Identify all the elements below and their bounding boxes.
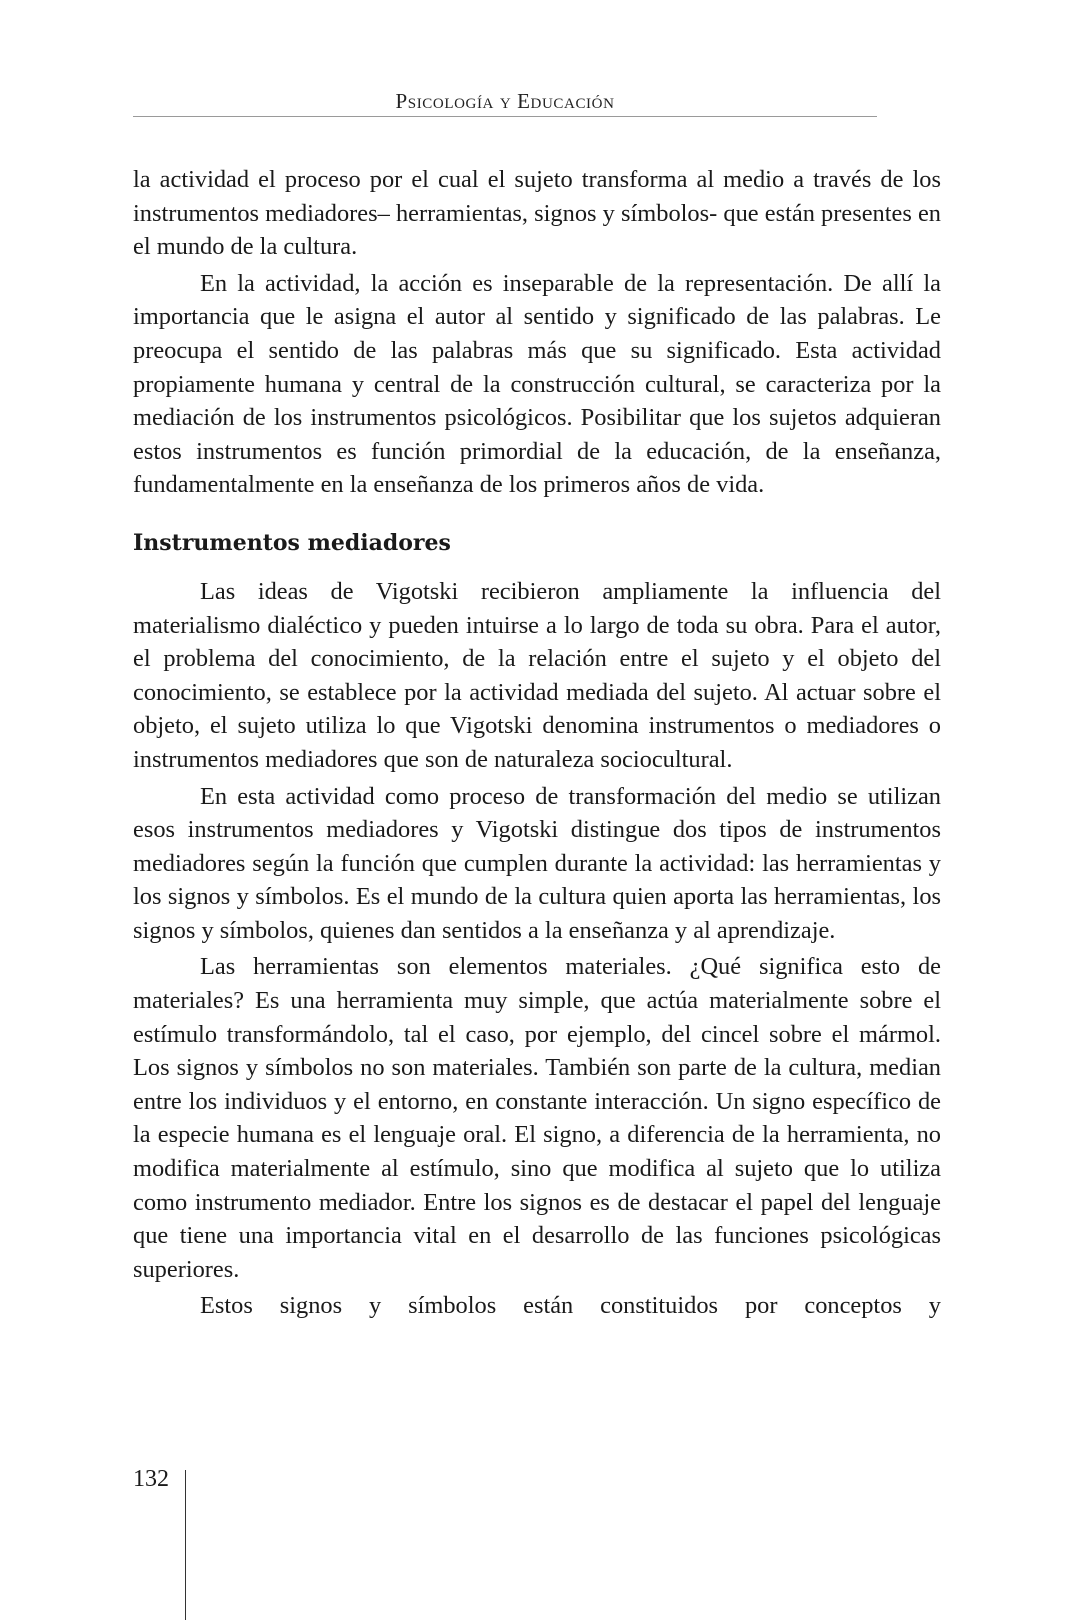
header-rule xyxy=(133,116,877,117)
paragraph: Las herramientas son elementos materiales. ¿Qué significa esto de materiales? Es una herramienta muy simple, que actúa materialmente sobre el estímulo transformándolo, tal el caso, por ejemplo, del cincel sobre el mármol. Los signos y símbolos no son materiales. También son parte de la cultura, median entre los individuos y el entorno, en constante interacción. Un signo específico de la especie humana es el lenguaje oral. El signo, a diferencia de la herramienta, no modifica materialmente al estímulo, sino que modifica al sujeto que lo utiliza como instrumento mediador. Entre los signos es de destacar el papel del lenguaje que tiene una importancia vital en el desarrollo de las funciones psicológicas superiores. xyxy=(133,953,941,1283)
section-heading: Instrumentos mediadores xyxy=(133,529,451,556)
paragraph: Las ideas de Vigotski recibieron ampliamente la influencia del materialismo dialéctico y pueden intuirse a lo largo de toda su obra. Para el autor, el problema del conocimiento, de la relación entre el sujeto y el objeto del conocimiento, se establece por la actividad mediada del sujeto. Al actuar sobre el objeto, el sujeto utiliza lo que Vigotski denomina instrumentos o mediadores o instrumentos mediadores que son de naturaleza sociocultural. xyxy=(133,577,941,773)
page-number: 132 xyxy=(133,1466,169,1492)
paragraph-continues-next-page: Estos signos y símbolos están constituidos por conceptos y xyxy=(200,1292,941,1320)
footer-vertical-rule xyxy=(185,1470,186,1620)
page-body xyxy=(133,163,941,1326)
paragraph: En esta actividad como proceso de transformación del medio se utilizan esos instrumentos mediadores y Vigotski distingue dos tipos de instrumentos mediadores según la función que cumplen durante la actividad: las herramientas y los signos y símbolos. Es el mundo de la cultura quien aporta las herramientas, los signos y símbolos, quienes dan sentidos a la enseñanza y al aprendizaje. xyxy=(133,782,941,944)
paragraph-continued: la actividad el proceso por el cual el sujeto transforma al medio a través de los instrumentos mediadores– herramientas, signos y símbolos- que están presentes en el mundo de la cultura. xyxy=(133,166,941,261)
paragraph: En la actividad, la acción es inseparable de la representación. De allí la importancia que le asigna el autor al sentido y significado de las palabras. Le preocupa el sentido de las palabras más que su significado. Esta actividad propiamente humana y central de la construcción cultural, se caracteriza por la mediación de los instrumentos psicológicos. Posibilitar que los sujetos adquieran estos instrumentos es función primordial de la educación, de la enseñanza, fundamentalmente en la enseñanza de los primeros años de vida. xyxy=(133,269,941,499)
running-header-title: Psicología y Educación xyxy=(395,89,615,113)
